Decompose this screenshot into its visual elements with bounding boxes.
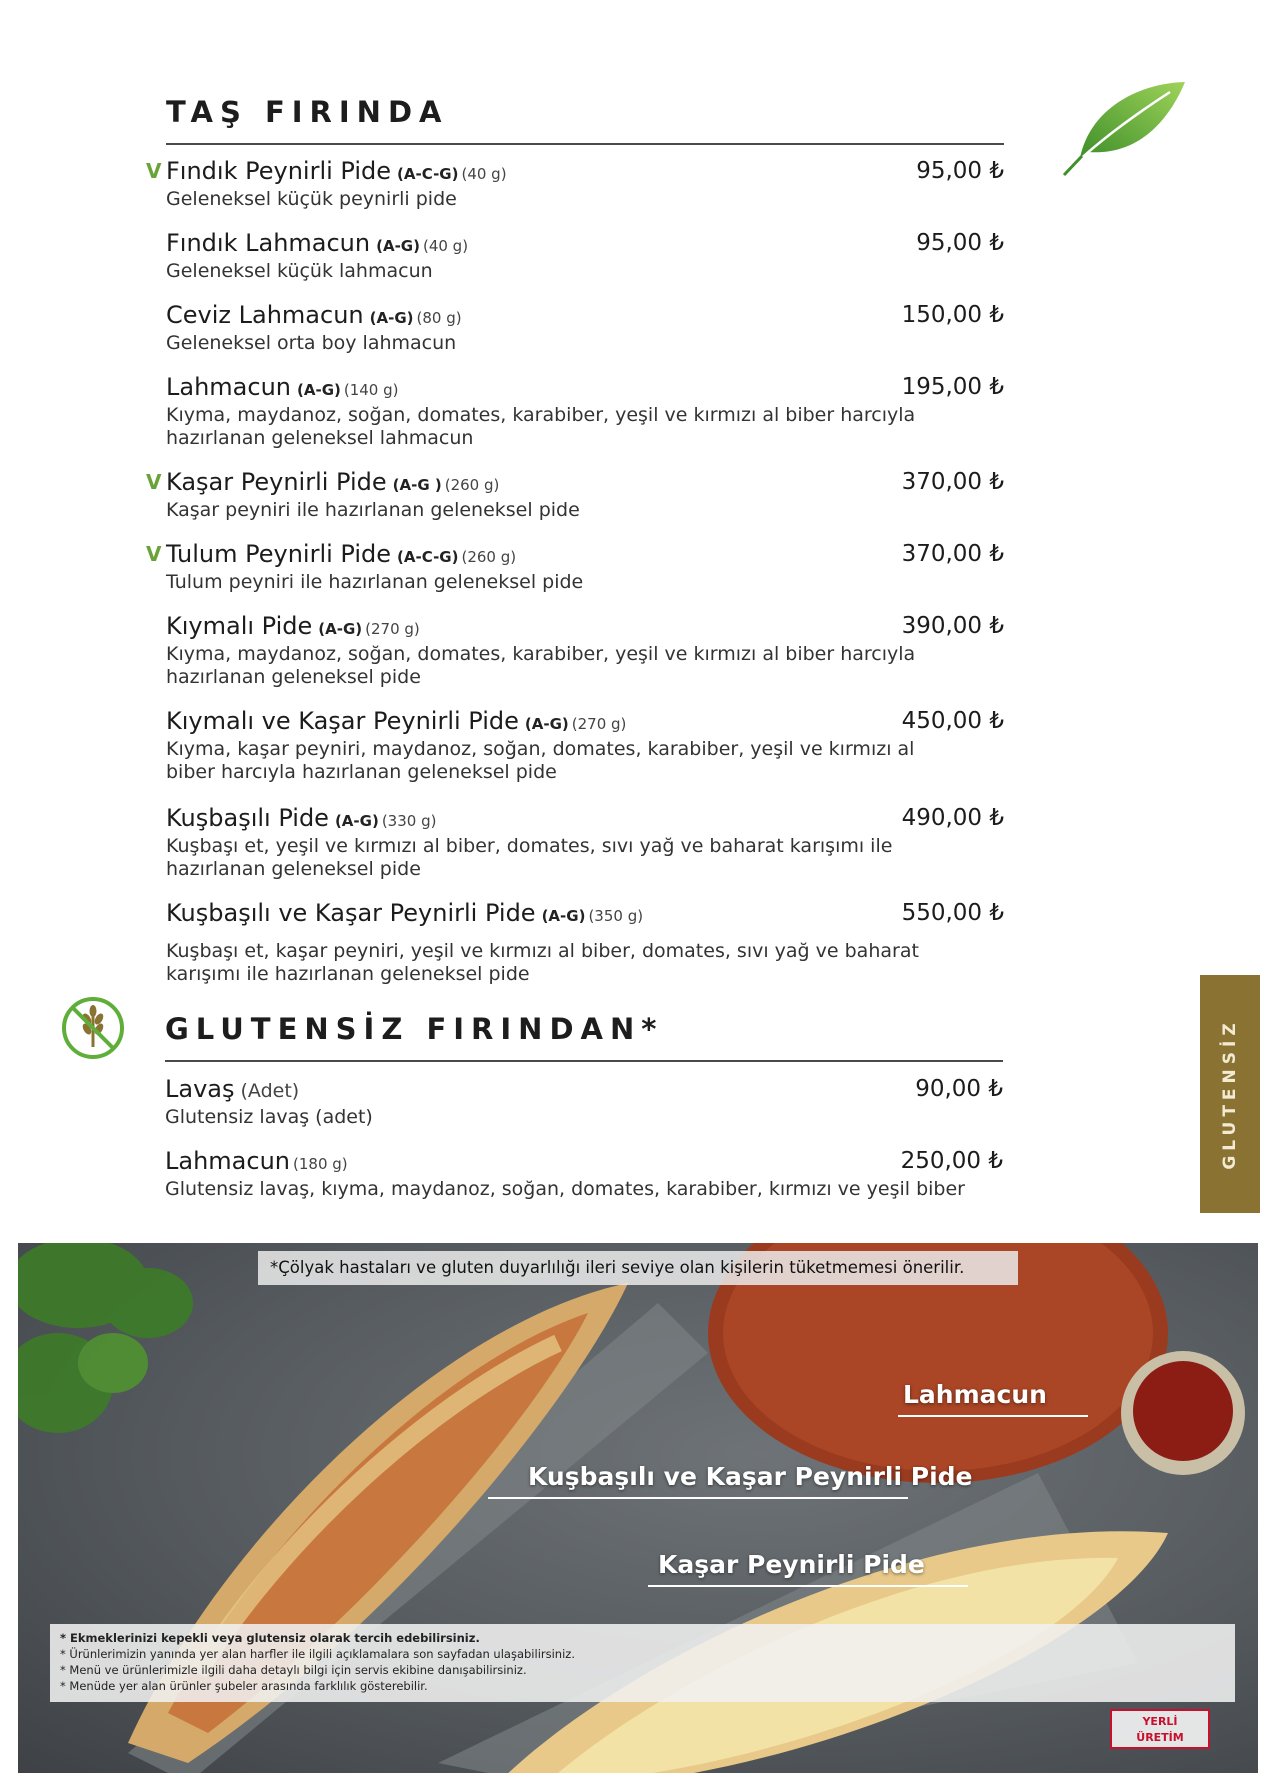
leaf-icon bbox=[1060, 78, 1190, 178]
menu-item bbox=[166, 706, 1004, 784]
gluten-free-icon bbox=[60, 995, 126, 1061]
item-allergen: (A-G) bbox=[334, 812, 379, 830]
item-description: Glutensiz lavaş (adet) bbox=[165, 1106, 373, 1128]
item-weight: (40 g) bbox=[461, 165, 507, 183]
footnote: * Ürünlerimizin yanında yer alan harfler ile ilgili açıklamalara son sayfadan ulaşabilirsiniz. bbox=[60, 1647, 575, 1661]
side-tab-glutensiz bbox=[1200, 975, 1260, 1213]
photo-label-kasar: Kaşar Peynirli Pide bbox=[658, 1550, 925, 1579]
menu-item bbox=[166, 803, 1004, 881]
footnote: * Menü ve ürünlerimizle ilgili daha detaylı bilgi için servis ekibine danışabilirsiniz. bbox=[60, 1663, 527, 1677]
photo-label-kusbasili: Kuşbaşılı ve Kaşar Peynirli Pide bbox=[528, 1462, 973, 1491]
item-description: Kuşbaşı et, kaşar peyniri, yeşil ve kırmızı al biber, domates, sıvı yağ ve baharat karışımı ile hazırlanan geleneksel pide bbox=[166, 940, 919, 985]
item-weight: (350 g) bbox=[588, 907, 644, 925]
item-description: Kıyma, maydanoz, soğan, domates, karabiber, yeşil ve kırmızı al biber harcıyla hazırlanan geleneksel pide bbox=[166, 643, 916, 688]
item-name: Ceviz Lahmacun bbox=[166, 301, 364, 329]
item-price: 550,00 ₺ bbox=[901, 900, 1004, 926]
item-description: Kuşbaşı et, yeşil ve kırmızı al biber, domates, sıvı yağ ve baharat karışımı ile hazırlanan geleneksel pide bbox=[166, 835, 893, 880]
item-name: Kuşbaşılı Pide bbox=[166, 804, 329, 832]
footnote: * Ekmeklerinizi kepekli veya glutensiz olarak tercih edebilirsiniz. bbox=[60, 1631, 480, 1645]
item-description: Geleneksel küçük lahmacun bbox=[166, 260, 433, 282]
item-name: Fındık Lahmacun bbox=[166, 229, 371, 257]
item-price: 450,00 ₺ bbox=[901, 708, 1004, 734]
item-weight: (270 g) bbox=[365, 620, 420, 638]
logo-line: YERLİ bbox=[1142, 1715, 1178, 1728]
footnotes bbox=[50, 1624, 1235, 1702]
vegetarian-icon: V bbox=[146, 542, 162, 566]
menu-item bbox=[166, 898, 1004, 986]
food-photo bbox=[18, 1243, 1258, 1773]
menu-item bbox=[166, 372, 1004, 450]
item-price: 490,00 ₺ bbox=[901, 805, 1004, 831]
vegetarian-icon: V bbox=[146, 159, 162, 183]
item-description: Kaşar peyniri ile hazırlanan geleneksel pide bbox=[166, 499, 580, 521]
item-allergen: (A-G) bbox=[524, 715, 569, 733]
label-underline bbox=[898, 1415, 1088, 1417]
item-name: Kıymalı Pide bbox=[166, 612, 313, 640]
menu-item bbox=[146, 156, 1004, 211]
label-underline bbox=[488, 1497, 908, 1499]
item-name: Tulum Peynirli Pide bbox=[166, 540, 392, 568]
item-description: Glutensiz lavaş, kıyma, maydanoz, soğan, domates, karabiber, kırmızı ve yeşil biber bbox=[165, 1178, 965, 1200]
item-allergen: (A-C-G) bbox=[397, 165, 459, 183]
section-divider bbox=[165, 1060, 1003, 1062]
item-weight: (80 g) bbox=[416, 309, 462, 327]
label-underline bbox=[648, 1585, 968, 1587]
item-weight: (140 g) bbox=[343, 381, 399, 399]
section-title-tas-firinda: TAŞ FIRINDA bbox=[166, 95, 449, 129]
item-name: Lahmacun bbox=[165, 1147, 290, 1175]
item-description: Tulum peyniri ile hazırlanan geleneksel pide bbox=[166, 571, 584, 593]
item-allergen: (A-G) bbox=[318, 620, 363, 638]
item-weight: (260 g) bbox=[444, 476, 500, 494]
item-price: 370,00 ₺ bbox=[901, 541, 1004, 567]
item-allergen: (A-C-G) bbox=[397, 548, 459, 566]
item-weight: (180 g) bbox=[293, 1155, 348, 1173]
footnote: * Menüde yer alan ürünler şubeler arasında farklılık gösterebilir. bbox=[60, 1679, 428, 1693]
parsley-graphic bbox=[18, 1243, 193, 1433]
item-price: 250,00 ₺ bbox=[900, 1148, 1003, 1174]
side-tab-label: GLUTENSİZ bbox=[1220, 1018, 1240, 1170]
item-description: Geleneksel orta boy lahmacun bbox=[166, 332, 457, 354]
item-name: Kuşbaşılı ve Kaşar Peynirli Pide bbox=[166, 899, 536, 927]
yerli-uretim-logo bbox=[1110, 1709, 1210, 1749]
item-description: Kıyma, maydanoz, soğan, domates, karabiber, yeşil ve kırmızı al biber harcıyla hazırlanan geleneksel lahmacun bbox=[166, 404, 916, 449]
item-description: Kıyma, kaşar peyniri, maydanoz, soğan, domates, karabiber, yeşil ve kırmızı al biber harcıyla hazırlanan geleneksel pide bbox=[166, 738, 915, 783]
item-weight: (40 g) bbox=[422, 237, 469, 255]
item-price: 195,00 ₺ bbox=[901, 374, 1004, 400]
item-name: Lahmacun bbox=[166, 373, 291, 401]
section-title-glutensiz: GLUTENSİZ FIRINDAN* bbox=[165, 1012, 664, 1046]
section-divider bbox=[166, 143, 1004, 145]
menu-item bbox=[166, 300, 1004, 355]
item-allergen: (A-G) bbox=[376, 237, 420, 255]
item-weight: (260 g) bbox=[461, 548, 517, 566]
item-allergen: (A-G) bbox=[541, 907, 586, 925]
menu-item bbox=[146, 539, 1004, 594]
item-name: Lavaş bbox=[165, 1075, 235, 1103]
item-allergen: (A-G) bbox=[297, 381, 341, 399]
item-price: 90,00 ₺ bbox=[915, 1076, 1003, 1102]
item-name: Fındık Peynirli Pide bbox=[166, 157, 392, 185]
gluten-warning-caption: *Çölyak hastaları ve gluten duyarlılığı ileri seviye olan kişilerin tüketmemesi önerilir. bbox=[258, 1251, 1018, 1285]
item-description: Geleneksel küçük peynirli pide bbox=[166, 188, 457, 210]
item-name: Kaşar Peynirli Pide bbox=[166, 468, 387, 496]
item-allergen: (A-G ) bbox=[392, 476, 442, 494]
item-price: 370,00 ₺ bbox=[901, 469, 1004, 495]
item-name: Kıymalı ve Kaşar Peynirli Pide bbox=[166, 707, 519, 735]
item-price: 390,00 ₺ bbox=[901, 613, 1004, 639]
photo-label-lahmacun: Lahmacun bbox=[903, 1380, 1047, 1409]
menu-item bbox=[165, 1074, 1003, 1129]
item-unit: (Adet) bbox=[240, 1080, 300, 1102]
item-allergen: (A-G) bbox=[369, 309, 414, 327]
item-weight: (330 g) bbox=[381, 812, 437, 830]
item-price: 95,00 ₺ bbox=[916, 158, 1004, 184]
menu-item bbox=[166, 611, 1004, 689]
item-weight: (270 g) bbox=[571, 715, 627, 733]
item-price: 150,00 ₺ bbox=[901, 302, 1004, 328]
item-price: 95,00 ₺ bbox=[916, 230, 1004, 256]
menu-item bbox=[165, 1146, 1003, 1201]
vegetarian-icon: V bbox=[146, 470, 162, 494]
menu-item bbox=[146, 467, 1004, 522]
logo-line: ÜRETİM bbox=[1136, 1731, 1184, 1744]
menu-item bbox=[166, 228, 1004, 283]
